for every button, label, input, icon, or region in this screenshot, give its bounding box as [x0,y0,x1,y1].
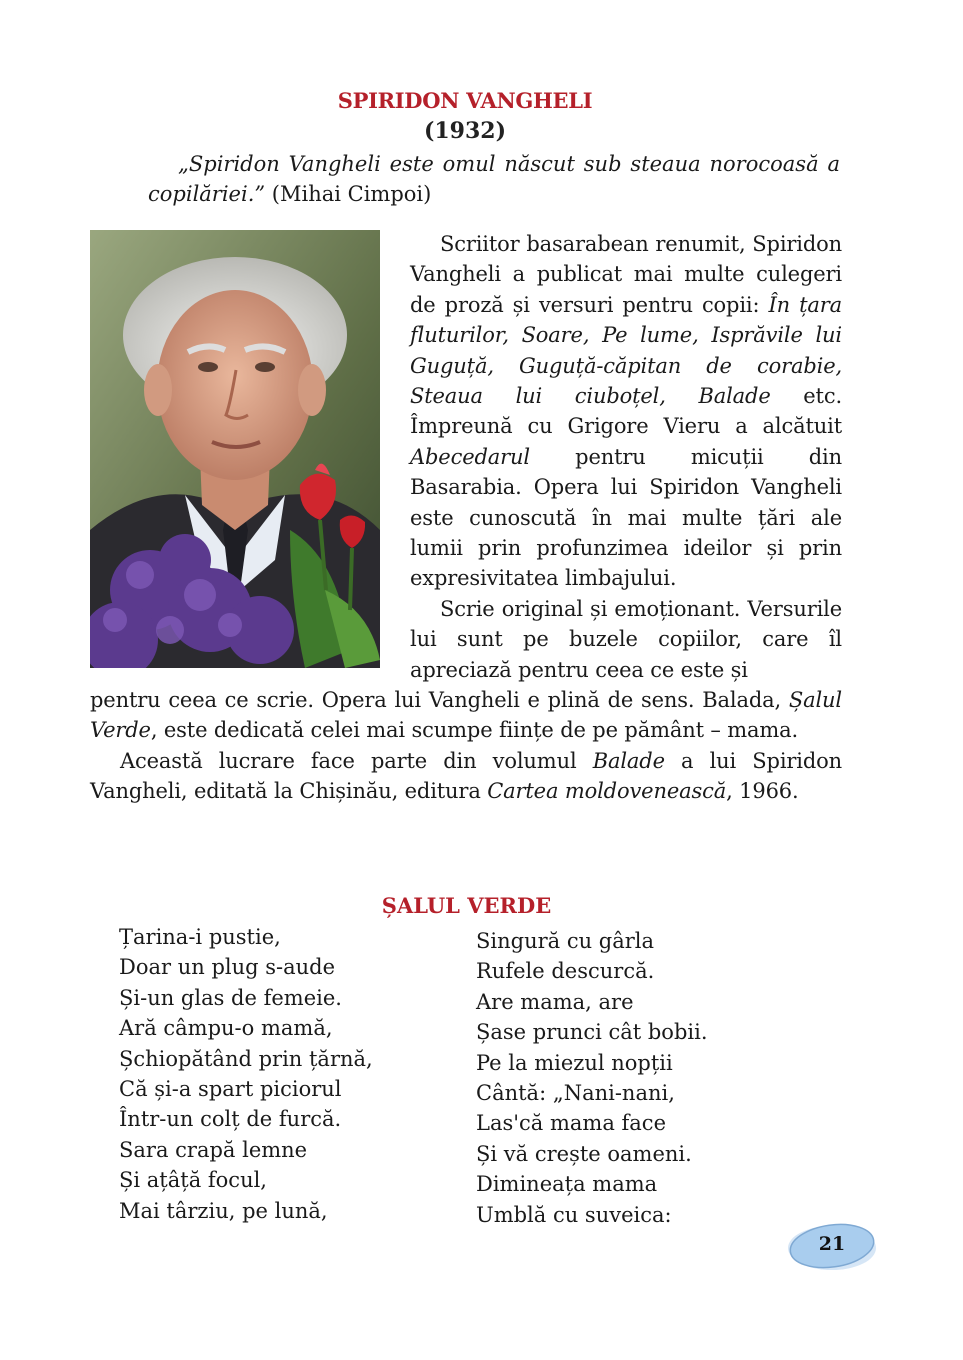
motto-quote: „Spiridon Vangheli este omul născut sub steaua norocoasă a copilăriei.” [148,152,840,206]
bio-text: etc. Împreună cu Grigore Vieru a alcătuit [410,384,842,439]
author-years: (1932) [423,118,507,144]
page-number-badge [786,1221,878,1273]
poem-line: Las'că mama face [476,1111,666,1136]
poem-line: Că și-a spart piciorul [119,1077,342,1102]
portrait-illustration [90,230,380,668]
poem-line: Dimineața mama [476,1172,658,1197]
poem-title: ȘALUL VERDE [381,893,552,918]
bio-publisher: Cartea moldovenească [487,779,727,804]
bio-abecedar-title: Abecedarul [410,444,530,469]
bio-text: Scriitor basarabean renumit, Spiridon Vangheli a publicat mai multe culegeri de proză și versuri pentru copii: [410,232,842,317]
bio-paragraph [90,685,842,746]
bio-text: pentru ceea ce scrie. Opera lui Vangheli e plină de sens. Balada, [90,688,789,712]
bio-text: , este dedicată celei mai scumpe ființe de pe pământ – mama. [150,718,799,743]
bio-works-list: În țara fluturilor, Soare, Pe lume, Isprăvile lui Guguță, Guguță-căpitan de corabie, Steaua lui ciuboțel, Balade [410,292,842,409]
bio-volume-title: Balade [592,748,665,773]
poem-line: Mai târziu, pe lună, [119,1198,328,1223]
poem-line: Și ațâță focul, [119,1168,267,1193]
poem-line: Rufele descurcă. [476,959,655,984]
poem-line: Într-un colț de furcă. [119,1107,342,1132]
poem-line: Pe la miezul nopții [476,1050,673,1075]
author-title: SPIRIDON VANGHELI [337,88,593,113]
bio-text: , 1966. [726,779,799,804]
biography-text-continued [90,685,842,807]
poem-column-left [119,922,373,1226]
bio-paragraph: Scrie original și emoționant. Versurile lui sunt pe buzele copiilor, care îl apreciază pentru ceea ce este și [410,596,842,682]
poem-line: Cântă: „Nani-nani, [476,1081,675,1106]
poem-line: Ară câmpu-o mamă, [119,1016,333,1041]
poem-line: Și vă crește oameni. [476,1141,692,1166]
biography-text [410,229,842,685]
author-portrait [90,230,380,668]
poem-line: Și-un glas de femeie. [119,985,342,1010]
poem-line: Sara crapă lemne [119,1137,308,1162]
bio-paragraph [90,746,842,807]
motto-source: (Mihai Cimpoi) [265,182,432,206]
bio-paragraph [410,229,842,594]
poem-line: Șchiopătând prin țărnă, [119,1046,373,1071]
bio-text: pentru micuții din Basarabia. Opera lui Spiridon Vangheli este cunoscută în mai multe țări ale lumii prin profunzimea ideilor și prin expresivitatea limbajului. [410,444,842,591]
bio-ballad-title: Șalul Verde [90,688,842,743]
poem-line: Doar un plug s-aude [119,955,336,980]
poem-line: Șase prunci cât bobii. [476,1020,708,1045]
poem-line: Umblă cu suveica: [476,1202,672,1227]
bio-text: Această lucrare face parte din volumul [120,748,593,773]
page-number: 21 [818,1233,846,1255]
poem-line: Țarina-i pustie, [119,925,281,949]
motto [148,149,840,209]
bio-text: a lui Spiridon Vangheli, editată la Chișinău, editura [90,748,842,804]
poem-line: Are mama, are [476,989,634,1014]
poem-line: Singură cu gârla [476,929,655,953]
poem-column-right [476,926,708,1230]
